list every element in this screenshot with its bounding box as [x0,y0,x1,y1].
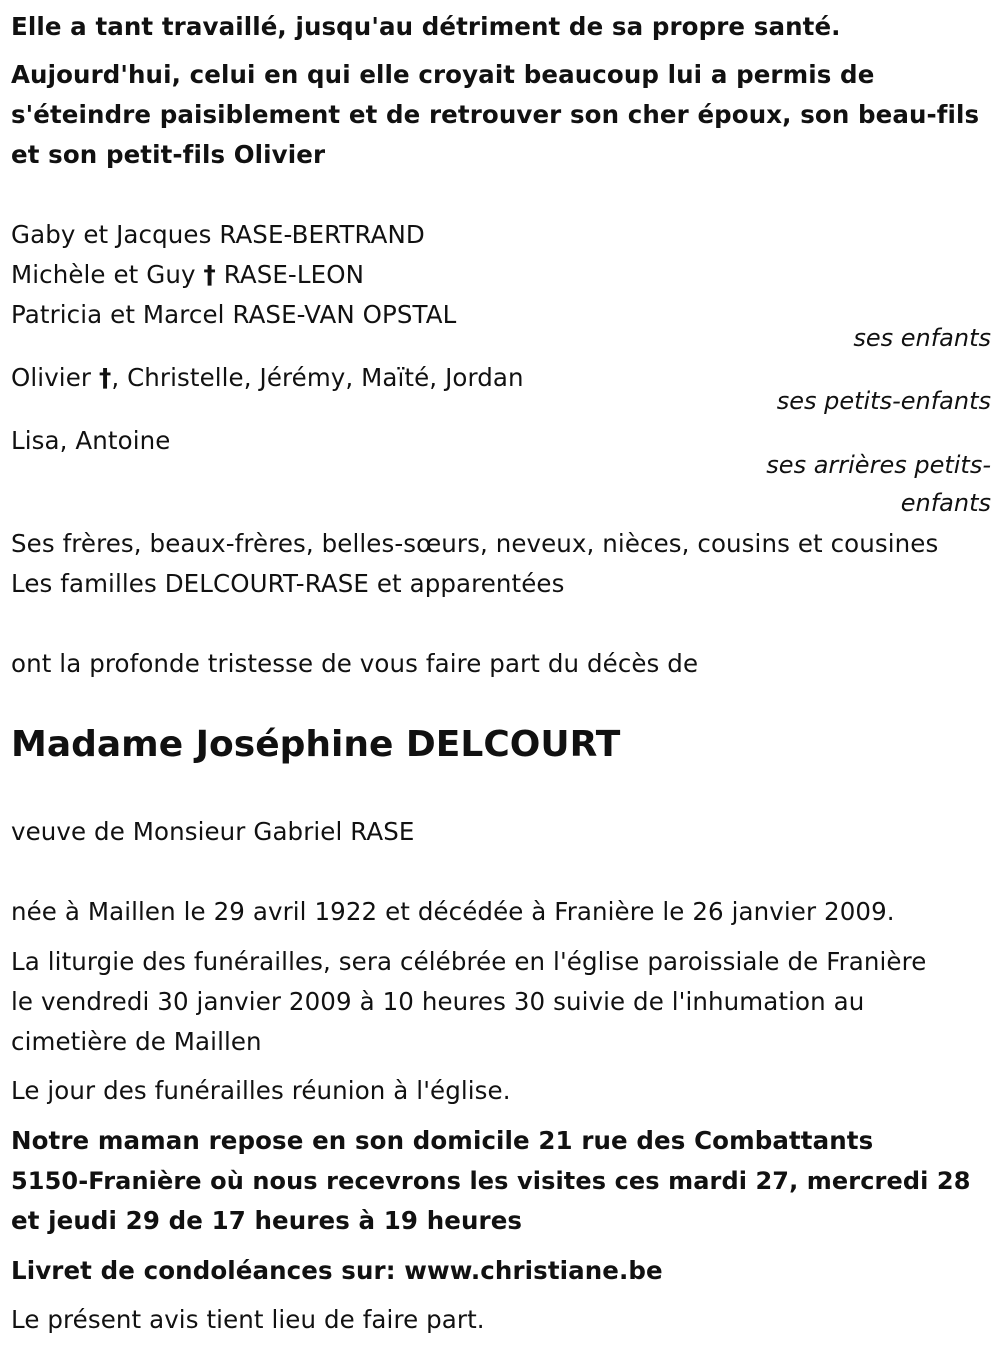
funeral-line-2: le vendredi 30 janvier 2009 à 10 heures 30 suivie de l'inhumation au [11,987,865,1016]
intro-line-2: Aujourd'hui, celui en qui elle croyait beaucoup lui a permis de [11,60,875,89]
funeral-meeting: Le jour des funérailles réunion à l'église. [11,1076,511,1105]
widow-of: veuve de Monsieur Gabriel RASE [11,817,415,846]
grandchildren-name-start: Olivier [11,363,99,392]
great-grandchildren-names: Lisa, Antoine [11,426,171,455]
funeral-line-3: cimetière de Maillen [11,1027,262,1056]
closing-note: Le présent avis tient lieu de faire part. [11,1305,485,1334]
children-line-1: Gaby et Jacques RASE-BERTRAND [11,220,425,249]
visits-line-3: et jeudi 29 de 17 heures à 19 heures [11,1206,523,1235]
announcement: ont la profonde tristesse de vous faire part du décès de [11,649,699,678]
intro-line-1: Elle a tant travaillé, jusqu'au détriment de sa propre santé. [11,12,841,41]
children-line-2 [11,255,364,295]
children-line-2-start: Michèle et Guy [11,260,204,289]
grandchildren-label: ses petits-enfants [776,387,991,415]
visits-line-2: 5150-Franière où nous recevrons les visites ces mardi 27, mercredi 28 [11,1167,971,1195]
great-grandchildren-label-2: enfants [900,489,991,517]
condolences-link: Livret de condoléances sur: www.christiane.be [11,1256,663,1285]
grandchildren-names [11,358,524,398]
intro-line-4: et son petit-fils Olivier [11,140,326,169]
funeral-line-1: La liturgie des funérailles, sera célébrée en l'église paroissiale de Franière [11,947,927,976]
family-line-1: Ses frères, beaux-frères, belles-sœurs, neveux, nièces, cousins et cousines [11,529,939,558]
visits-line-1: Notre maman repose en son domicile 21 rue des Combattants [11,1126,874,1155]
birth-death-dates: née à Maillen le 29 avril 1922 et décédée à Franière le 26 janvier 2009. [11,897,895,926]
deceased-name: Madame Joséphine DELCOURT [11,724,621,765]
children-label: ses enfants [853,324,991,352]
children-line-2-end: RASE-LEON [215,260,365,289]
family-line-2: Les familles DELCOURT-RASE et apparentées [11,569,565,598]
intro-line-3: s'éteindre paisiblement et de retrouver son cher époux, son beau-fils [11,100,980,129]
grandchildren-name-rest: , Christelle, Jérémy, Maïté, Jordan [111,363,524,392]
cross-icon: † [98,363,112,392]
cross-icon: † [203,260,216,289]
children-line-3: Patricia et Marcel RASE-VAN OPSTAL [11,300,457,329]
great-grandchildren-label-1: ses arrières petits- [766,451,991,479]
